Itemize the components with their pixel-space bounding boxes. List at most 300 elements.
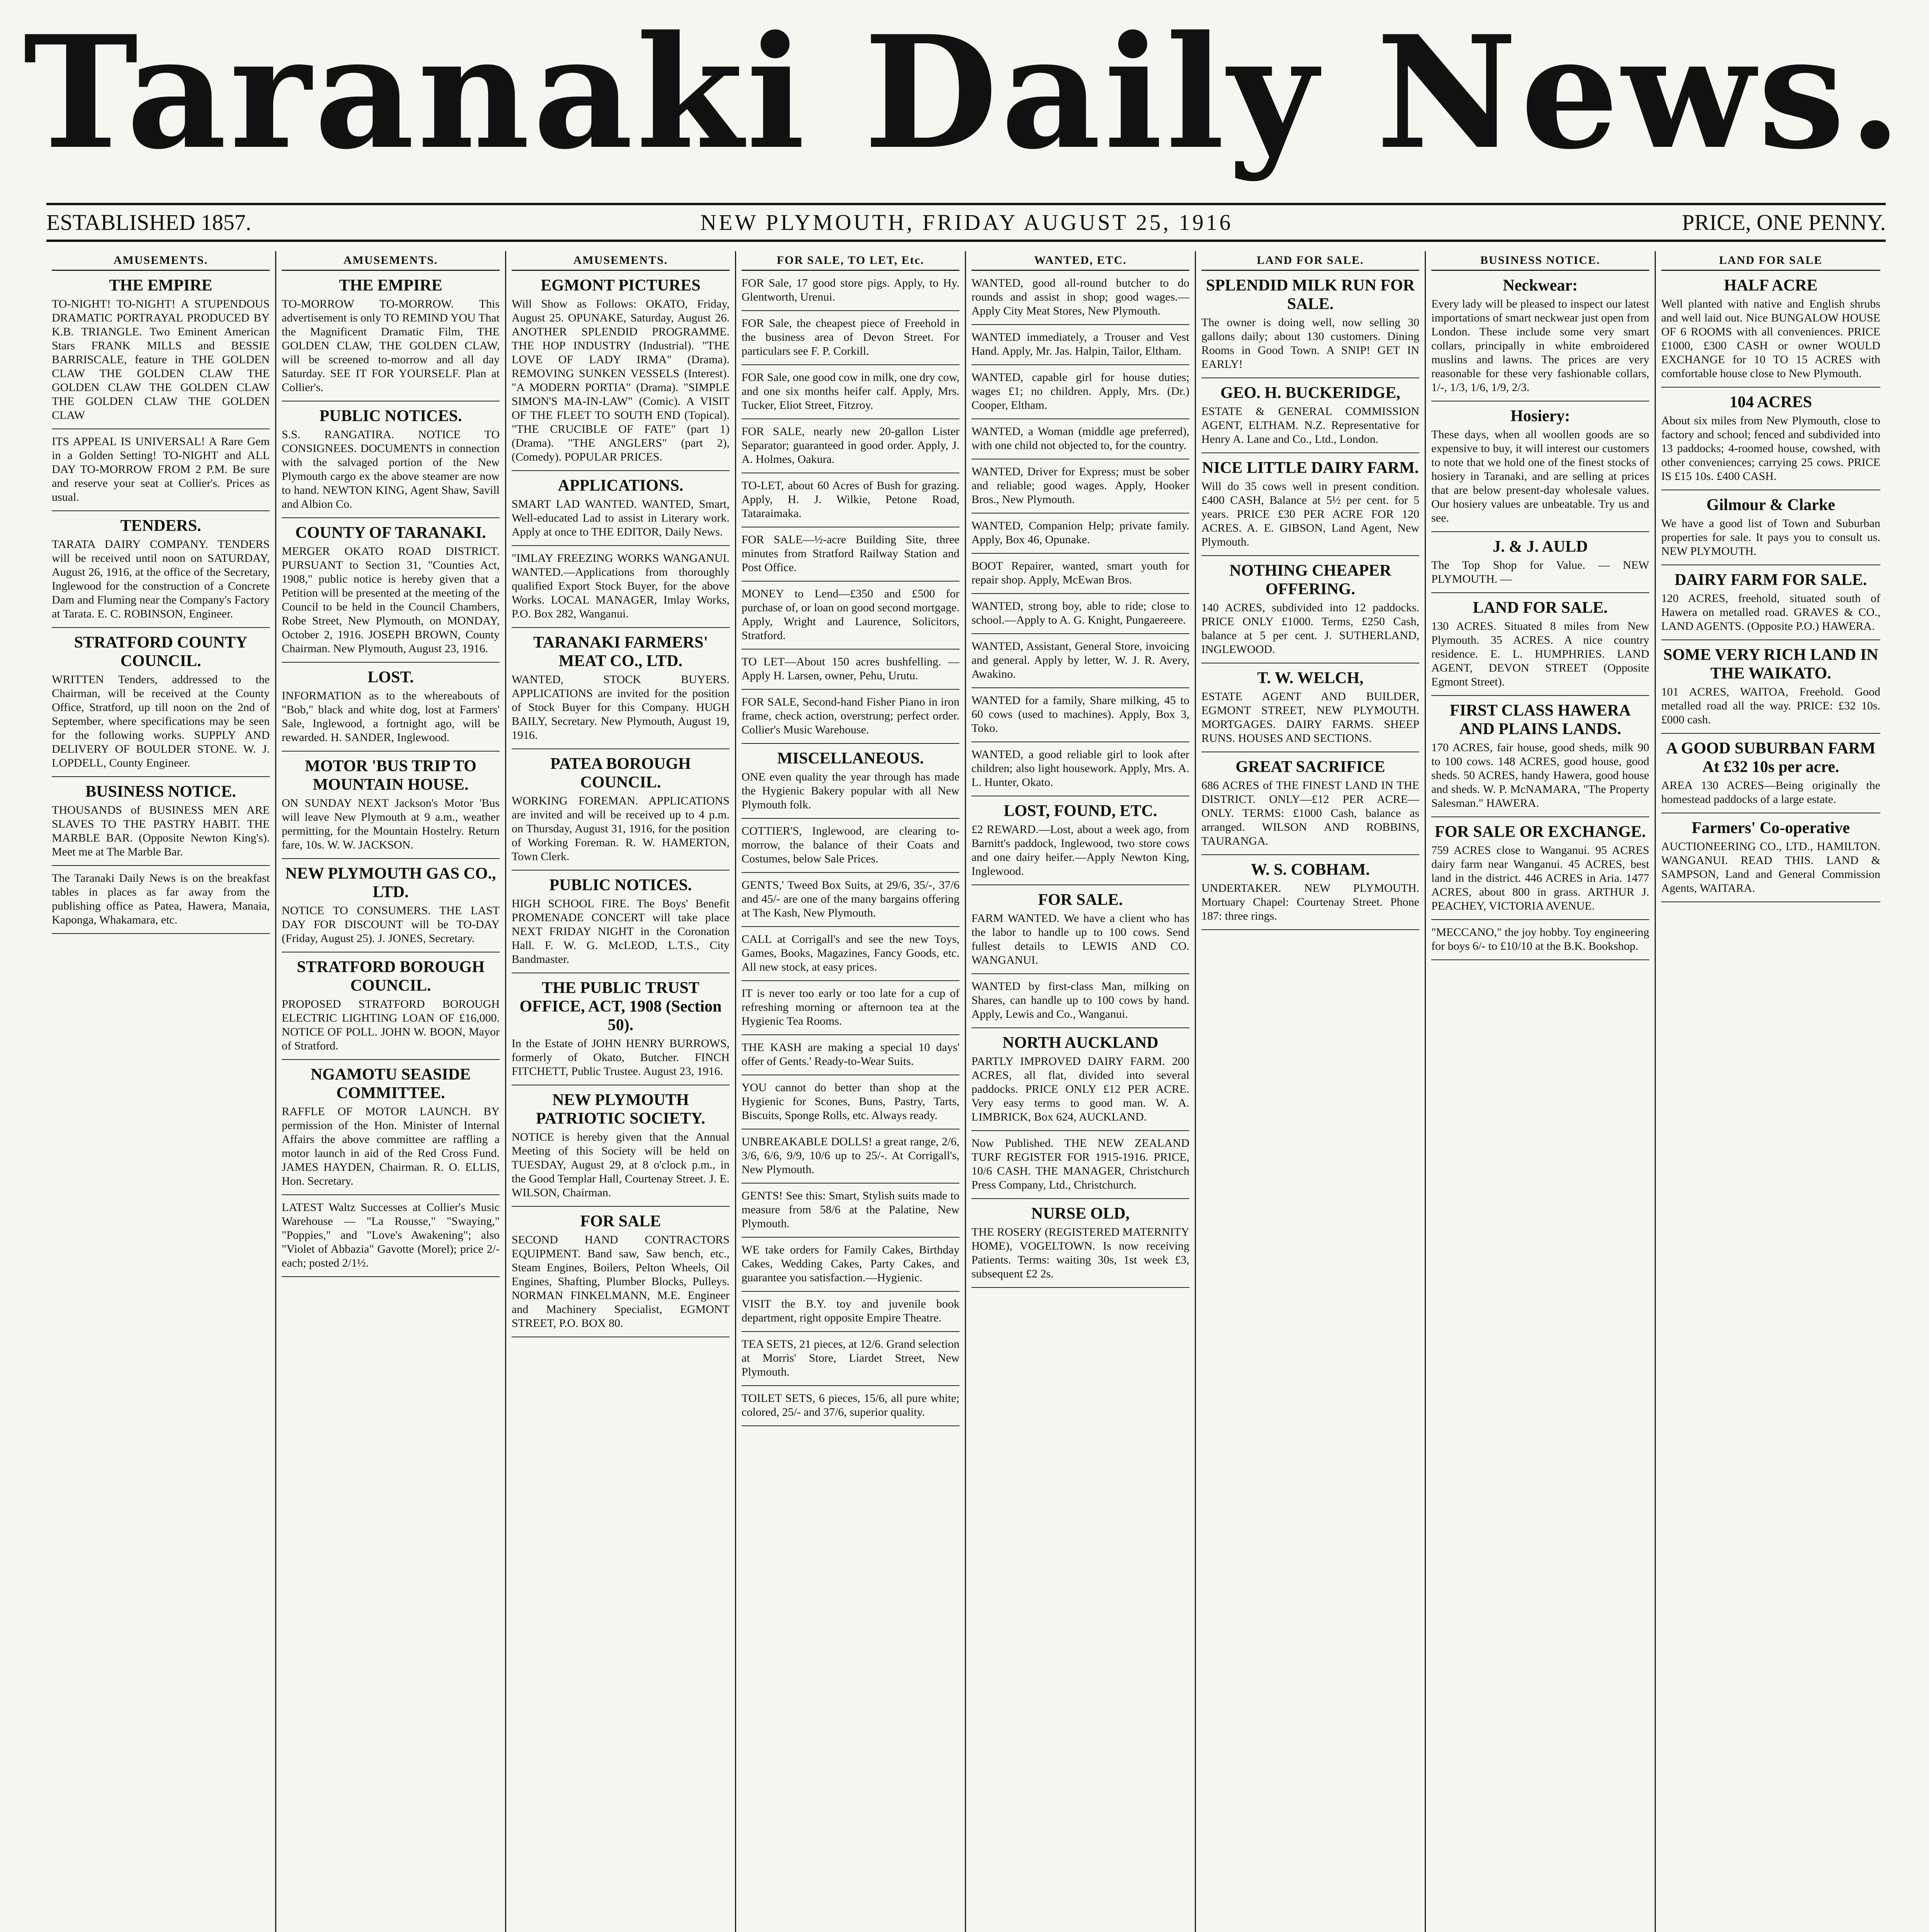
advertisement: [282, 864, 500, 946]
advertisement-title: NOTHING CHEAPER OFFERING.: [1229, 562, 1391, 598]
item-divider: [282, 1276, 500, 1277]
item-divider: [742, 1237, 959, 1238]
advertisement-text: UNBREAKABLE DOLLS! a great range, 2/6, 3/6, 6/6, 9/9, 10/6 up to 25/-. At Corrigall's, New Plymouth.: [742, 1135, 959, 1176]
advertisement-text: "MECCANO," the joy hobby. Toy engineering for boys 6/- to £10/10 at the B.K. Bookshop.: [1431, 926, 1649, 952]
advertisement-text: 120 ACRES, freehold, situated south of Hawera on metalled road. GRAVES & CO., LAND AGENTS. (Opposite P.O.) HAWERA.: [1661, 592, 1880, 633]
title-word-1: Taranaki: [23, 2, 808, 184]
advertisement: [742, 932, 959, 974]
advertisement-title: TENDERS.: [120, 517, 201, 535]
item-divider: [742, 1385, 959, 1386]
advertisement-title: COUNTY OF TARANAKI.: [295, 524, 486, 542]
item-divider: [971, 1027, 1189, 1028]
advertisement-text: UNDERTAKER. NEW PLYMOUTH. Mortuary Chapel: Courtenay Street. Phone 187: three rings.: [1201, 882, 1419, 922]
advertisement: [1661, 276, 1880, 381]
advertisement: [742, 1081, 959, 1122]
advertisement-title: Hosiery:: [1511, 407, 1570, 425]
item-divider: [1431, 592, 1649, 593]
item-divider: [742, 364, 959, 365]
advertisement-title: NICE LITTLE DAIRY FARM.: [1202, 459, 1419, 477]
item-divider: [1661, 733, 1880, 734]
column-7: [1426, 251, 1656, 1932]
advertisement: [742, 1041, 959, 1068]
advertisement-title: NORTH AUCKLAND: [1002, 1034, 1158, 1052]
advertisement: [282, 1065, 500, 1188]
advertisement-text: THE KASH are making a special 10 days' offer of Gents.' Ready-to-Wear Suits.: [742, 1041, 959, 1068]
item-divider: [1431, 959, 1649, 960]
item-divider: [742, 581, 959, 582]
item-divider: [512, 470, 730, 471]
advertisement-title: NGAMOTU SEASIDE COMMITTEE.: [310, 1066, 471, 1102]
advertisement: [1201, 459, 1419, 549]
advertisement-text: The Top Shop for Value. — NEW PLYMOUTH. —: [1431, 559, 1649, 585]
advertisement-title: LOST, FOUND, ETC.: [1004, 802, 1157, 820]
advertisement-text: LATEST Waltz Successes at Collier's Music Warehouse — "La Rousse," "Swaying," "Poppies," and "Love's Awakening"; also "Violet of Abbazia" Gavotte (Morel); price 2/- each; posted 2/1½.: [282, 1201, 500, 1269]
advertisement-text: In the Estate of JOHN HENRY BURROWS, formerly of Okato, Butcher. FINCH FITCHETT, Public Trustee. August 23, 1916.: [512, 1037, 730, 1078]
advertisement-text: FOR SALE, nearly new 20-gallon Lister Separator; guaranteed in good order. Apply, J. A. Holmes, Oakura.: [742, 425, 959, 466]
advertisement: [512, 979, 730, 1078]
advertisement: [742, 749, 959, 812]
advertisement: [971, 465, 1189, 507]
advertisement: [971, 802, 1189, 878]
advertisement-title: GEO. H. BUCKERIDGE,: [1220, 384, 1400, 402]
advertisement: [971, 519, 1189, 547]
columns-area: [46, 251, 1886, 1932]
item-divider: [1431, 695, 1649, 696]
item-divider: [971, 418, 1189, 419]
advertisement-text: WANTED, a good reliable girl to look after children; also light housework. Apply, Mrs. A. L. Hunter, Okato.: [971, 748, 1189, 789]
advertisement: [512, 1212, 730, 1330]
item-divider: [52, 627, 270, 628]
advertisement-text: FARM WANTED. We have a client who has the labor to handle up to 100 cows. Send fullest details to LEWIS AND CO. WANGANUI.: [971, 912, 1189, 966]
item-divider: [1201, 452, 1419, 453]
advertisement-text: THOUSANDS of BUSINESS MEN ARE SLAVES TO THE PASTRY HABIT. THE MARBLE BAR. (Opposite Newton King's). Meet me at The Marble Bar.: [52, 804, 270, 858]
advertisement-text: WANTED by first-class Man, milking on Shares, can handle up to 100 cows by hand. Apply, Lewis and Co., Wanganui.: [971, 980, 1189, 1020]
advertisement-title: THE EMPIRE: [109, 277, 213, 294]
column-heading: BUSINESS NOTICE.: [1431, 251, 1649, 271]
advertisement-title: NURSE OLD,: [1031, 1205, 1130, 1223]
item-divider: [742, 418, 959, 419]
advertisement-title: SPLENDID MILK RUN FOR SALE.: [1206, 277, 1415, 313]
advertisement-text: ONE even quality the year through has made the Hygienic Bakery popular with all New Plymouth folk.: [742, 770, 959, 811]
title-word-2: Daily: [864, 2, 1321, 184]
advertisement-text: RAFFLE OF MOTOR LAUNCH. BY permission of the Hon. Minister of Internal Affairs the above committee are raffling a motor launch in aid of the Red Cross Fund. JAMES HAYDEN, Chairman. R. O. ELLIS, Hon. Secretary.: [282, 1105, 500, 1187]
advertisement: [52, 435, 270, 504]
item-divider: [742, 743, 959, 744]
advertisement-title: GREAT SACRIFICE: [1235, 758, 1385, 776]
item-divider: [52, 933, 270, 934]
item-divider: [971, 687, 1189, 688]
advertisement-title: FOR SALE OR EXCHANGE.: [1434, 823, 1646, 841]
advertisement-text: TARATA DAIRY COMPANY. TENDERS will be received until noon on SATURDAY, August 26, 1916, at the office of the Secretary, Inglewood for the construction of a Concrete Dam and Fluming near the Company's Factory at Tarata. E. C. ROBINSON, Engineer.: [52, 538, 270, 620]
advertisement-title: W. S. COBHAM.: [1251, 861, 1370, 879]
advertisement-title: STRATFORD BOROUGH COUNCIL.: [297, 958, 485, 995]
item-divider: [1201, 854, 1419, 855]
item-divider: [971, 553, 1189, 554]
item-divider: [971, 593, 1189, 594]
advertisement-title: FOR SALE.: [1038, 891, 1123, 909]
advertisement-text: 759 ACRES close to Wanganui. 95 ACRES dairy farm near Wanganui. 45 ACRES, best land in the district. 446 ACRES in Aria. 1477 ACRES, about 800 in grass. ARTHUR J. PEACHEY, VICTORIA AVENUE.: [1431, 844, 1649, 912]
advertisement-text: WRITTEN Tenders, addressed to the Chairman, will be received at the County Office, Stratford, up till noon on the 2nd of September, where specifications may be seen for the following works. SUPPLY AND DELIVERY OF BOULDER STONE. W. J. LOPDELL, County Engineer.: [52, 673, 270, 769]
column-4: [736, 251, 966, 1932]
advertisement: [1431, 407, 1649, 525]
advertisement-text: ON SUNDAY NEXT Jackson's Motor 'Bus will leave New Plymouth at 9 a.m., weather permitting, for the Mountain Hostelry. Return fare, 10s. W. W. JACKSON.: [282, 797, 500, 851]
item-divider: [282, 858, 500, 859]
column-2: [276, 251, 506, 1932]
column-heading: AMUSEMENTS.: [512, 251, 730, 271]
advertisement: [971, 1136, 1189, 1192]
advertisement: [512, 551, 730, 621]
advertisement: [742, 1135, 959, 1177]
column-heading: WANTED, ETC.: [971, 251, 1189, 271]
advertisement-text: BOOT Repairer, wanted, smart youth for repair shop. Apply, McEwan Bros.: [971, 560, 1189, 586]
advertisement-text: 101 ACRES, WAITOA, Freehold. Good metalled road all the way. PRICE: £32 10s. £000 cash.: [1661, 685, 1880, 726]
column-1: [46, 251, 276, 1932]
column-heading: AMUSEMENTS.: [52, 251, 270, 271]
advertisement-text: 130 ACRES. Situated 8 miles from New Plymouth. 35 ACRES. A nice country residence. E. L. HUMPHRIES. LAND AGENT, DEVON STREET (Opposite Egmont Street).: [1431, 620, 1649, 688]
advertisement: [742, 824, 959, 866]
advertisement: [282, 757, 500, 852]
item-divider: [512, 1206, 730, 1207]
advertisement: [1431, 276, 1649, 395]
advertisement-text: NOTICE is hereby given that the Annual Meeting of this Society will be held on TUESDAY, August 29, at 8 o'clock p.m., in the Good Templar Hall, Courtenay Street. J. E. WILSON, Chairman.: [512, 1131, 730, 1199]
advertisement-text: WANTED, STOCK BUYERS. APPLICATIONS are invited for the position of Stock Buyer for this Company. HUGH BAILY, Secretary. New Plymouth, August 19, 1916.: [512, 673, 730, 742]
advertisement-title: HALF ACRE: [1724, 277, 1818, 294]
advertisement: [512, 1091, 730, 1200]
item-divider: [1661, 901, 1880, 902]
advertisement-text: WANTED immediately, a Trouser and Vest Hand. Apply, Mr. Jas. Halpin, Tailor, Eltham.: [971, 331, 1189, 357]
column-heading: LAND FOR SALE: [1661, 251, 1880, 271]
item-divider: [971, 324, 1189, 325]
item-divider: [971, 1198, 1189, 1199]
advertisement: [971, 1034, 1189, 1124]
advertisement-text: S.S. RANGATIRA. NOTICE TO CONSIGNEES. DOCUMENTS in connection with the salvaged portion of the New Plymouth cargo ex the above steamer are now to hand. NEWTON KING, Agent Shaw, Savill and Albion Co.: [282, 428, 500, 510]
advertisement-title: Farmers' Co-operative: [1691, 819, 1850, 837]
advertisement-title: LOST.: [367, 668, 414, 686]
advertisement: [1431, 537, 1649, 586]
advertisement-text: TO-NIGHT! TO-NIGHT! A STUPENDOUS DRAMATIC PORTRAYAL PRODUCED BY K.B. TRIANGLE. Two Eminent American Stars FRANK MILLS and BESSIE BARRISCALE, feature in THE GOLDEN CLAW THE GOLDEN CLAW THE GOLDEN CLAW THE GOLDEN CLAW THE GOLDEN CLAW THE GOLDEN CLAW: [52, 298, 270, 422]
advertisement: [1431, 925, 1649, 953]
advertisement-title: T. W. WELCH,: [1257, 669, 1364, 687]
item-divider: [282, 1194, 500, 1195]
advertisement-text: WANTED, capable girl for house duties; wages £1; no children. Apply, Mrs. (Dr.) Cooper, Eltham.: [971, 371, 1189, 412]
item-divider: [1661, 387, 1880, 388]
advertisement-text: WANTED, Assistant, General Store, invoicing and general. Apply by letter, W. J. R. Avery, Awakino.: [971, 640, 1189, 680]
item-divider: [742, 872, 959, 873]
item-divider: [282, 517, 500, 518]
advertisement-text: TOILET SETS, 6 pieces, 15/6, all pure white; colored, 25/- and 37/6, superior quality.: [742, 1392, 959, 1418]
item-divider: [1201, 929, 1419, 930]
advertisement: [742, 655, 959, 683]
advertisement: [971, 425, 1189, 452]
item-divider: [1201, 555, 1419, 556]
place-date: NEW PLYMOUTH, FRIDAY AUGUST 25, 1916: [700, 209, 1233, 235]
advertisement: [971, 639, 1189, 681]
advertisement-text: 170 ACRES, fair house, good sheds, milk 90 to 100 cows. 148 ACRES, good house, good sheds. 50 ACRES, handy Hawera, good house and sheds. W. P. McNAMARA, "The Property Salesman." HAWERA.: [1431, 741, 1649, 810]
advertisement: [512, 755, 730, 864]
advertisement-text: VISIT the B.Y. toy and juvenile book department, right opposite Empire Theatre.: [742, 1298, 959, 1324]
title-word-3: News.: [1376, 2, 1905, 184]
advertisement: [742, 1337, 959, 1379]
advertisement-title: TARANAKI FARMERS' MEAT CO., LTD.: [533, 634, 708, 670]
advertisement-title: THE EMPIRE: [339, 277, 442, 294]
advertisement-text: 140 ACRES, subdivided into 12 paddocks. PRICE ONLY £1000. Terms, £250 Cash, balance at 5 per cent. J. SUTHERLAND, INGLEWOOD.: [1201, 601, 1419, 656]
advertisement-title: Neckwear:: [1503, 277, 1578, 294]
price-label: PRICE, ONE PENNY.: [1682, 209, 1886, 235]
advertisement: [1201, 561, 1419, 656]
advertisement: [1431, 823, 1649, 913]
item-divider: [971, 1130, 1189, 1131]
item-divider: [971, 364, 1189, 365]
advertisement: [742, 371, 959, 412]
item-divider: [742, 1034, 959, 1035]
advertisement-text: Will do 35 cows well in present condition. £400 CASH, Balance at 5½ per cent. for 5 years. PRICE £30 PER ACRE FOR 120 ACRES. A. E. GIBSON, Land Agent, New Plymouth.: [1201, 480, 1419, 548]
advertisement: [1661, 646, 1880, 727]
item-divider: [282, 751, 500, 752]
newspaper-title: [23, 2, 1905, 184]
advertisement: [512, 876, 730, 966]
advertisement: [512, 476, 730, 539]
item-divider: [1431, 816, 1649, 817]
advertisement: [282, 958, 500, 1053]
advertisement-text: NOTICE TO CONSUMERS. THE LAST DAY FOR DISCOUNT will be TO-DAY (Friday, August 25). J. JONES, Secretary.: [282, 904, 500, 945]
column-8: [1656, 251, 1886, 1932]
advertisement-text: FOR Sale, one good cow in milk, one dry cow, and one six months heifer calf. Apply, Mrs. Tucker, Eliot Street, Fitzroy.: [742, 371, 959, 412]
advertisement: [1661, 819, 1880, 895]
advertisement-text: IT is never too early or too late for a cup of refreshing morning or afternoon tea at the Hygienic Tea Rooms.: [742, 987, 959, 1027]
advertisement-text: TO-LET, about 60 Acres of Bush for grazing. Apply, H. J. Wilkie, Petone Road, Tataraimaka.: [742, 479, 959, 520]
advertisement-text: TEA SETS, 21 pieces, at 12/6. Grand selection at Morris' Store, Liardet Street, New Plymouth.: [742, 1338, 959, 1378]
advertisement-text: FOR Sale, 17 good store pigs. Apply, to Hy. Glentworth, Urenui.: [742, 277, 959, 303]
item-divider: [52, 865, 270, 866]
item-divider: [742, 689, 959, 690]
advertisement-text: AUCTIONEERING CO., LTD., HAMILTON. WANGANUI. READ THIS. LAND & SAMPSON, Land and General Commission Agents, WAITARA.: [1661, 840, 1880, 895]
advertisement: [1431, 599, 1649, 689]
advertisement: [971, 748, 1189, 789]
column-heading: LAND FOR SALE.: [1201, 251, 1419, 271]
advertisement: [282, 407, 500, 511]
advertisement: [971, 371, 1189, 412]
advertisement: [742, 533, 959, 575]
advertisement-title: A GOOD SUBURBAN FARM At £32 10s per acre.: [1666, 740, 1876, 776]
item-divider: [971, 1287, 1189, 1288]
advertisement-title: DAIRY FARM FOR SALE.: [1674, 571, 1867, 589]
advertisement-title: MOTOR 'BUS TRIP TO MOUNTAIN HOUSE.: [305, 757, 476, 794]
advertisement-text: AREA 130 ACRES—Being originally the homestead paddocks of a large estate.: [1661, 779, 1880, 806]
advertisement: [282, 668, 500, 745]
item-divider: [742, 818, 959, 819]
advertisement: [742, 1243, 959, 1285]
advertisement-text: TO-MORROW TO-MORROW. This advertisement is only TO REMIND YOU That the Magnificent Dramatic Film, THE GOLDEN CLAW, THE GOLDEN CLAW, will be screened to-morrow and all day Saturday. SEE IT FOR YOURSELF. Plan at Collier's.: [282, 298, 500, 394]
advertisement-title: NEW PLYMOUTH GAS CO., LTD.: [285, 865, 496, 901]
advertisement-text: Well planted with native and English shrubs and well laid out. Nice BUNGALOW HOUSE OF 6 ROOMS with all conveniences. PRICE £1000, £300 CASH or owner WOULD EXCHANGE for 10 TO 15 ACRES with comfortable house close to New Plymouth.: [1661, 298, 1880, 380]
advertisement-text: WANTED for a family, Share milking, 45 to 60 cows (used to machines). Apply, Box 3, Toko.: [971, 694, 1189, 735]
advertisement: [742, 316, 959, 358]
advertisement-title: EGMONT PICTURES: [541, 277, 701, 294]
advertisement: [971, 599, 1189, 627]
column-heading: AMUSEMENTS.: [282, 251, 500, 271]
established-label: ESTABLISHED 1857.: [46, 209, 252, 235]
advertisement-text: 686 ACRES of THE FINEST LAND IN THE DISTRICT. ONLY—£12 PER ACRE—ONLY. TERMS: £1000 Cash, balance as arranged. WILSON AND ROBBINS, TAURANGA.: [1201, 779, 1419, 847]
masthead-rule-top: [46, 203, 1886, 205]
advertisement: [52, 782, 270, 859]
advertisement-text: FOR SALE—½-acre Building Site, three minutes from Stratford Railway Station and Post Office.: [742, 533, 959, 574]
item-divider: [512, 627, 730, 628]
advertisement: [1201, 276, 1419, 371]
advertisement: [742, 425, 959, 466]
advertisement: [1661, 496, 1880, 558]
advertisement-text: WANTED, a Woman (middle age preferred), with one child not objected to, for the country.: [971, 425, 1189, 452]
advertisement: [971, 1204, 1189, 1281]
advertisement-text: SMART LAD WANTED. WANTED, Smart, Well-educated Lad to assist in Literary work. Apply at once to THE EDITOR, Daily News.: [512, 498, 730, 538]
item-divider: [971, 973, 1189, 974]
advertisement-title: MISCELLANEOUS.: [777, 750, 924, 767]
advertisement: [742, 1297, 959, 1325]
advertisement-text: MONEY to Lend—£350 and £500 for purchase of, or loan on good second mortgage. Apply, Wright and Laurence, Solicitors, Stratford.: [742, 587, 959, 642]
advertisement: [742, 587, 959, 643]
advertisement: [971, 694, 1189, 735]
column-6: [1196, 251, 1426, 1932]
masthead: [0, 0, 1929, 235]
advertisement-title: PUBLIC NOTICES.: [549, 876, 692, 894]
advertisement-text: HIGH SCHOOL FIRE. The Boys' Benefit PROMENADE CONCERT will take place NEXT FRIDAY NIGHT in the Coronation Hall. F. W. G. McLEOD, L.T.S., City Bandmaster.: [512, 897, 730, 966]
date-line: [46, 209, 1886, 236]
advertisement-text: "IMLAY FREEZING WORKS WANGANUI. WANTED.—Applications from thoroughly qualified Export Stock Buyer, for the above Works. LOCAL MANAGER, Imlay Works, P.O. Box 282, Wanganui.: [512, 552, 730, 620]
advertisement: [971, 559, 1189, 587]
advertisement: [971, 330, 1189, 358]
advertisement: [52, 276, 270, 422]
item-divider: [1661, 639, 1880, 640]
item-divider: [742, 649, 959, 650]
advertisement: [971, 276, 1189, 318]
advertisement-title: J. & J. AULD: [1492, 538, 1588, 556]
item-divider: [742, 310, 959, 311]
advertisement-title: STRATFORD COUNTY COUNCIL.: [74, 634, 248, 670]
advertisement-title: THE PUBLIC TRUST OFFICE, ACT, 1908 (Section 50).: [519, 979, 722, 1034]
advertisement: [742, 276, 959, 304]
advertisement: [52, 871, 270, 927]
advertisement-text: WANTED, Companion Help; private family. Apply, Box 46, Opunake.: [971, 519, 1189, 546]
item-divider: [512, 748, 730, 749]
advertisement-text: WE take orders for Family Cakes, Birthday Cakes, Wedding Cakes, Party Cakes, and guarantee you satisfaction.—Hygienic.: [742, 1243, 959, 1284]
advertisement-text: GENTS! See this: Smart, Stylish suits made to measure from 58/6 at the Palatine, New Plymouth.: [742, 1189, 959, 1230]
advertisement: [971, 891, 1189, 967]
item-divider: [512, 545, 730, 546]
advertisement-text: COTTIER'S, Inglewood, are clearing to-morrow, the balance of their Coats and Costumes, below Sale Prices.: [742, 825, 959, 865]
advertisement: [1431, 701, 1649, 810]
advertisement-text: FOR Sale, the cheapest piece of Freehold in the business area of Devon Street. For particulars see F. P. Corkill.: [742, 317, 959, 357]
advertisement-text: WANTED, Driver for Express; must be sober and reliable; good wages. Apply, Hooker Bros., New Plymouth.: [971, 465, 1189, 506]
advertisement-text: WANTED, good all-round butcher to do rounds and assist in shop; good wages.—Apply City Meat Stores, New Plymouth.: [971, 277, 1189, 317]
advertisement: [512, 276, 730, 464]
advertisement-text: The Taranaki Daily News is on the breakfast tables in places as far away from the publishing office as Patea, Hawera, Manaia, Kaponga, Whakamara, etc.: [52, 872, 270, 926]
item-divider: [52, 510, 270, 511]
advertisement-text: WORKING FOREMAN. APPLICATIONS are invited and will be received up to 4 p.m. on Thursday, August 31, 1916, for the position of Working Foreman. R. W. HAMERTON, Town Clerk.: [512, 794, 730, 863]
item-divider: [971, 633, 1189, 634]
advertisement-title: APPLICATIONS.: [558, 477, 684, 495]
item-divider: [1431, 919, 1649, 920]
advertisement: [52, 633, 270, 770]
advertisement-text: FOR SALE, Second-hand Fisher Piano in iron frame, check action, overstrung; perfect order. Collier's Music Warehouse.: [742, 696, 959, 736]
item-divider: [971, 513, 1189, 514]
advertisement: [742, 1391, 959, 1419]
advertisement-text: INFORMATION as to the whereabouts of "Bob," black and white dog, lost at Farmers' Sale, Inglewood, a fortnight ago, will be rewarded. H. SANDER, Inglewood.: [282, 689, 500, 744]
advertisement-text: SECOND HAND CONTRACTORS EQUIPMENT. Band saw, Saw bench, etc., Steam Engines, Boilers, Pelton Wheels, Oil Engines, Shafting, Plumber Blocks, Pulleys. NORMAN FINKELMANN, M.E. Engineer and Machinery Specialist, EGMONT STREET, P.O. BOX 80.: [512, 1233, 730, 1330]
item-divider: [512, 870, 730, 871]
advertisement: [1201, 384, 1419, 446]
advertisement: [1201, 861, 1419, 923]
advertisement-text: About six miles from New Plymouth, close to factory and school; fenced and subdivided into 13 paddocks; 4-roomed house, cowshed, with other conveniences; carrying 25 cows. PRICE IS £15 10s. £400 CASH.: [1661, 414, 1880, 483]
masthead-rule-bottom: [46, 240, 1886, 242]
item-divider: [742, 1183, 959, 1184]
advertisement-text: GENTS,' Tweed Box Suits, at 29/6, 35/-, 37/6 and 45/- are one of the many bargains offering at The Kash, New Plymouth.: [742, 879, 959, 919]
advertisement-text: TO LET—About 150 acres bushfelling. —Apply H. Larsen, owner, Pehu, Urutu.: [742, 655, 959, 682]
advertisement-text: THE ROSERY (REGISTERED MATERNITY HOME), VOGELTOWN. Is now receiving Patients. Terms: waiting 30s, 1st week £3, subsequent £2 2s.: [971, 1226, 1189, 1280]
item-divider: [282, 662, 500, 663]
advertisement: [742, 878, 959, 920]
advertisement: [742, 479, 959, 520]
advertisement: [1201, 669, 1419, 745]
item-divider: [282, 1059, 500, 1060]
advertisement-text: Every lady will be pleased to inspect our latest importations of smart neckwear just open from London. These include some very smart collars, principally in white embroidered muslins and lawns. The prices are very reasonable for these very fashionable collars, 1/-, 1/3, 1/6, 1/9, 2/3.: [1431, 298, 1649, 394]
item-divider: [52, 776, 270, 777]
advertisement-text: ITS APPEAL IS UNIVERSAL! A Rare Gem in a Golden Setting! TO-NIGHT and ALL DAY TO-MORROW FROM 2 P.M. Be sure and reserve your seat at Collier's. Prices as usual.: [52, 435, 270, 503]
advertisement-text: We have a good list of Town and Suburban properties for sale. It pays you to consult us. NEW PLYMOUTH.: [1661, 517, 1880, 558]
column-heading: FOR SALE, TO LET, Etc.: [742, 251, 959, 271]
advertisement-text: WANTED, strong boy, able to ride; close to school.—Apply to A. G. Knight, Pungaereere.: [971, 600, 1189, 626]
item-divider: [742, 1425, 959, 1426]
item-divider: [742, 1291, 959, 1292]
advertisement-text: PARTLY IMPROVED DAIRY FARM. 200 ACRES, all flat, divided into several paddocks. PRICE ONLY £12 PER ACRE. Very easy terms to good man. W. A. LIMBRICK, Box 624, AUCKLAND.: [971, 1055, 1189, 1123]
advertisement: [282, 276, 500, 395]
advertisement: [742, 986, 959, 1028]
advertisement: [1661, 739, 1880, 806]
advertisement: [52, 517, 270, 621]
advertisement-text: ESTATE & GENERAL COMMISSION AGENT, ELTHAM. N.Z. Representative for Henry A. Lane and Co., Ltd., London.: [1201, 405, 1419, 446]
advertisement: [1201, 758, 1419, 848]
advertisement: [742, 695, 959, 737]
advertisement: [1661, 571, 1880, 633]
advertisement: [282, 524, 500, 656]
advertisement-text: £2 REWARD.—Lost, about a week ago, from Barnitt's paddock, Inglewood, two store cows and one dairy heifer.—Apply Newton King, Inglewood.: [971, 823, 1189, 878]
advertisement-text: YOU cannot do better than shop at the Hygienic for Scones, Buns, Pastry, Tarts, Biscuits, Sponge Rolls, etc. Always ready.: [742, 1081, 959, 1122]
advertisement-text: PROPOSED STRATFORD BOROUGH ELECTRIC LIGHTING LOAN OF £16,000. NOTICE OF POLL. JOHN W. BOON, Mayor of Stratford.: [282, 998, 500, 1052]
advertisement-title: FIRST CLASS HAWERA AND PLAINS LANDS.: [1449, 702, 1631, 738]
advertisement-text: Now Published. THE NEW ZEALAND TURF REGISTER FOR 1915-1916. PRICE, 10/6 CASH. THE MANAGER, Christchurch Press Company, Ltd., Christchurch.: [971, 1137, 1189, 1191]
advertisement-text: Will Show as Follows: OKATO, Friday, August 25. OPUNAKE, Saturday, August 26. ANOTHER SPLENDID PROGRAMME. THE HOP INDUSTRY (Industrial). "THE LOVE OF LADY IRMA" (Drama). REMOVING SUNKEN VESSELS (Interest). "A MODERN PORTIA" (Drama). "SIMPLE SIMON'S MA-IN-LAW" (Comic). A VISIT OF THE FLEET TO SOUTH END (Topical). "THE CRUCIBLE OF FATE" (part 1) (Drama). "THE ANGLERS" (part 2), (Comedy). POPULAR PRICES.: [512, 298, 730, 463]
column-5: [966, 251, 1196, 1932]
advertisement: [512, 633, 730, 742]
advertisement-title: NEW PLYMOUTH PATRIOTIC SOCIETY.: [536, 1091, 705, 1128]
advertisement-title: Gilmour & Clarke: [1706, 496, 1835, 514]
item-divider: [971, 884, 1189, 885]
item-divider: [1431, 531, 1649, 532]
item-divider: [742, 1331, 959, 1332]
advertisement: [971, 980, 1189, 1021]
item-divider: [742, 980, 959, 981]
advertisement-text: CALL at Corrigall's and see the new Toys, Games, Books, Magazines, Fancy Goods, etc. All new stock, at easy prices.: [742, 933, 959, 973]
item-divider: [742, 926, 959, 927]
advertisement-text: The owner is doing well, now selling 30 gallons daily; about 130 customers. Dining Rooms in Good Town. A SNIP! GET IN EARLY!: [1201, 316, 1419, 371]
advertisement-title: PATEA BOROUGH COUNCIL.: [550, 755, 691, 791]
advertisement: [282, 1201, 500, 1270]
advertisement: [1661, 393, 1880, 483]
advertisement-title: SOME VERY RICH LAND IN THE WAIKATO.: [1663, 646, 1878, 682]
advertisement-title: BUSINESS NOTICE.: [85, 783, 236, 801]
advertisement-text: MERGER OKATO ROAD DISTRICT. PURSUANT to Section 31, "Counties Act, 1908," public notice is hereby given that a Petition will be presented at the meeting of the Council to be held in the Council Chambers, Robe Street, New Plymouth, on MONDAY, October 2, 1916. JOSEPH BROWN, County Chairman. New Plymouth, August 23, 1916.: [282, 545, 500, 655]
advertisement-text: These days, when all woollen goods are so expensive to buy, it will interest our customers to note that we hold one of the finest stocks of hosiery in Taranaki, and are selling at prices that are below present-day wholesale values. Our hosiery values are unbeatable. Try us and see.: [1431, 428, 1649, 524]
column-3: [506, 251, 736, 1932]
advertisement-title: 104 ACRES: [1729, 393, 1812, 411]
